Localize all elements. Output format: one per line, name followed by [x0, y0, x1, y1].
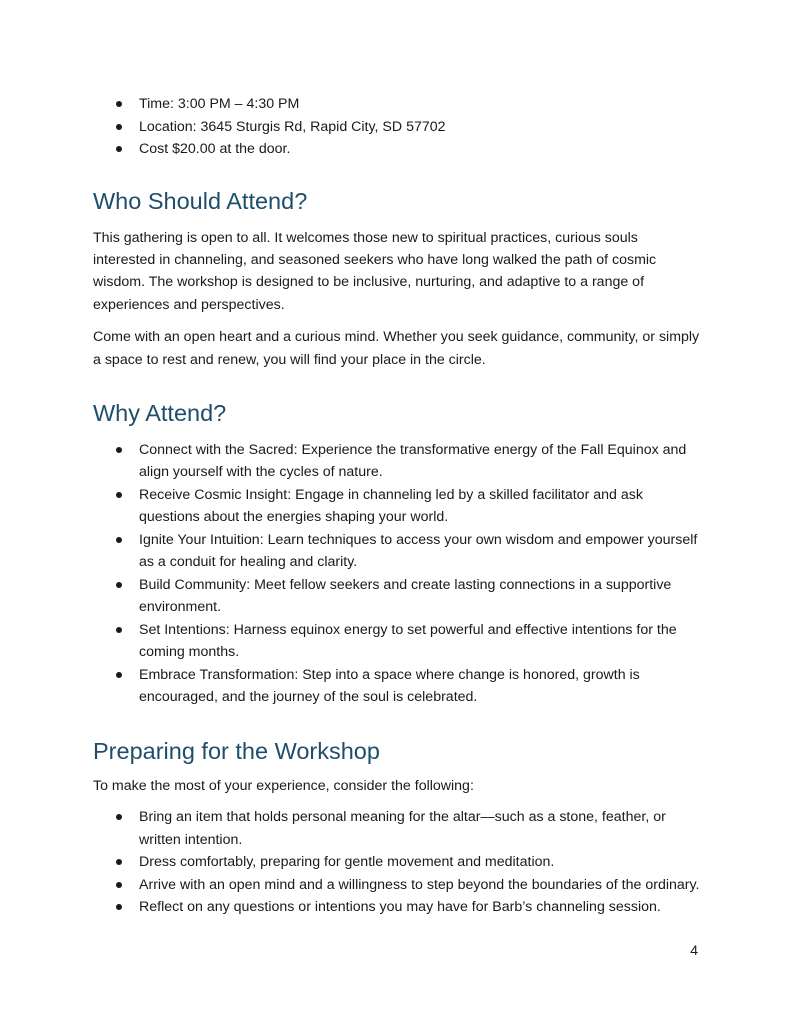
page-number: 4	[690, 942, 698, 958]
why-item-transformation: Embrace Transformation: Step into a space where change is honored, growth is encouraged, and the journey of the soul is celebrated.	[93, 664, 703, 709]
event-details-list	[93, 93, 703, 161]
preparing-list	[93, 806, 703, 919]
who-paragraph-2: Come with an open heart and a curious mind. Whether you seek guidance, community, or simply a space to rest and renew, you will find your place in the circle.	[93, 329, 700, 368]
why-item-connect: Connect with the Sacred: Experience the transformative energy of the Fall Equinox and align yourself with the cycles of nature.	[93, 439, 703, 484]
preparing-intro: To make the most of your experience, consider the following:	[93, 777, 474, 794]
prep-item-altar: Bring an item that holds personal meaning for the altar—such as a stone, feather, or written intention.	[93, 806, 703, 851]
why-item-intentions: Set Intentions: Harness equinox energy to set powerful and effective intentions for the coming months.	[93, 619, 703, 664]
why-item-community: Build Community: Meet fellow seekers and create lasting connections in a supportive environment.	[93, 574, 703, 619]
event-time: Time: 3:00 PM – 4:30 PM	[93, 93, 703, 116]
why-item-insight: Receive Cosmic Insight: Engage in channeling led by a skilled facilitator and ask questions about the energies shaping your world.	[93, 484, 703, 529]
prep-item-arrive: Arrive with an open mind and a willingness to step beyond the boundaries of the ordinary.	[93, 874, 703, 897]
event-cost: Cost $20.00 at the door.	[93, 138, 703, 161]
preparing-heading: Preparing for the Workshop	[93, 737, 380, 764]
why-attend-list	[93, 439, 703, 709]
page-content	[93, 93, 703, 919]
who-should-attend-heading: Who Should Attend?	[93, 187, 308, 214]
why-item-intuition: Ignite Your Intuition: Learn techniques to access your own wisdom and empower yourself as a conduit for healing and clarity.	[93, 529, 703, 574]
who-paragraph-1: This gathering is open to all. It welcomes those new to spiritual practices, curious souls interested in channeling, and seasoned seekers who have long walked the path of cosmic wisdom. The workshop is designed to be inclusive, nurturing, and adaptive to a range of experiences and perspectives.	[93, 229, 657, 313]
event-location: Location: 3645 Sturgis Rd, Rapid City, SD 57702	[93, 116, 703, 139]
prep-item-reflect: Reflect on any questions or intentions you may have for Barb’s channeling session.	[93, 896, 703, 919]
why-attend-heading: Why Attend?	[93, 399, 227, 426]
prep-item-dress: Dress comfortably, preparing for gentle movement and meditation.	[93, 851, 703, 874]
